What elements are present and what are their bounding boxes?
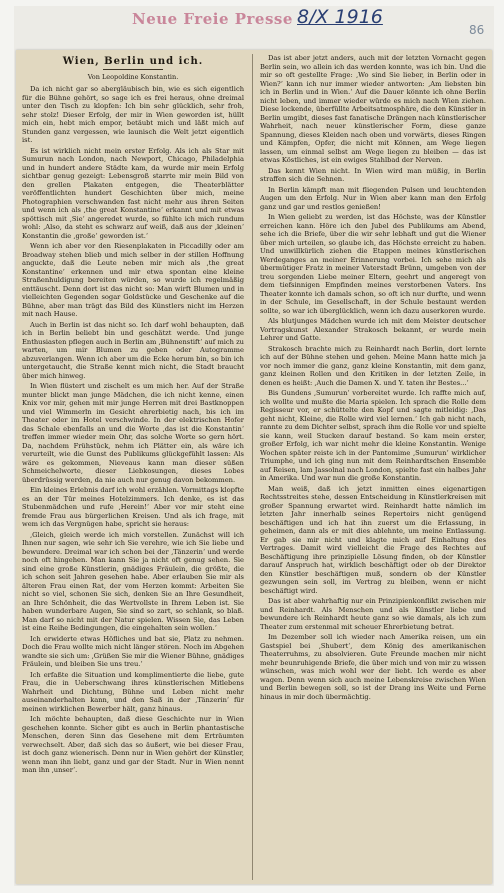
article-paragraph: Man weiß, daß ich jetzt inmitten eines eigenartigen Rechtsstreites stehe, dessen Entscheidung in Künstlerkreisen mit großer Spannung erwartet wird. Reinhardt hatte nämlich im letzten Jahr innerhalb seines Repertoirs nicht genügend beschäftigen und ich hat ihn zuerst um die Erlassung, in geheimen, dann als er mit dies ablehnte, um meine Entlassung. Er gab sie mir nicht und klagte mich auf Einhaltung des Vertrages. Damit wird vielleicht die Frage des Rechtes auf Beschäftigung ihre prinzipielle Lösung finden, ob der Künstler darauf Anspruch hat, wirklich beschäftigt oder ob der Direktor den Künstler beschäftigen muß, sondern ob der Künstler gezwungen sein soll, im Vertrag zu bleiben, wenn er nicht beschäftigt wird. [260,484,486,595]
handwritten-page-number: 86 [469,23,485,37]
article-paragraph: Ich möchte behaupten, daß diese Geschichte nur in Wien geschehen konnte. Sicher gibt es auch in Berlin phantastische Menschen, deren Sinn das Gesehene mit dem Erträumten verwechselt. Aber, daß sich das so äußert, wie bei dieser Frau, ist doch ganz wienerisch. Denn nur in Wien gehört der Künstler, wenn man ihn liebt, ganz und gar der Stadt. Nur in Wien nennt man ihn ‚unser‘. [22,715,244,774]
newspaper-clipping [16,50,492,884]
article-paragraph: Ein kleines Erlebnis darf ich wohl erzählen. Vormittags klopfte es an der Tür meines Hotelzimmers. Ich denke, es ist das Stubenmädchen und rufe ‚Herein!‘ Aber vor mir steht eine fremde Frau aus bürgerlichen Kreisen. Und als ich frage, mit wem ich das Vergnügen habe, spricht sie heraus: [22,486,244,528]
article-paragraph: Ich erwiderte etwas Höfliches und bat sie, Platz zu nehmen. Doch die Frau wollte mich nicht länger stören. Noch im Abgehen wandte sie sich um: ‚Grüßen Sie mir die Wiener Bühne, gnädiges Fräulein, und bleiben Sie uns treu.‘ [22,634,244,668]
column-divider [252,54,253,880]
article-paragraph: Auch in Berlin ist das nicht so. Ich darf wohl behaupten, daß ich in Berlin beliebt bin und geschätzt werde. Und junge Enthusiasten pflegen auch in Berlin am ‚Bühnenstift‘ auf mich zu warten, um mir Blumen zu geben oder Autogramme abzuverlangen. Wenn ich aber um die Ecke herum bin, so bin ich untergetaucht, die Straße kennt mich nicht, die Stadt braucht über mich hinweg. [22,320,244,380]
left-column [22,54,244,880]
article-paragraph: Es ist wirklich nicht mein erster Erfolg. Als ich als Star mit Sumurun nach London, nach Newport, Chicago, Philadelphia und in hundert andere Städte kam, da wurde mir mein Erfolg sichtbar genug gezeigt: Lebensgroß starrte mir mein Bild von den grellen Plakaten entgegen, die Theaterblätter veröffentlichten hundert Geschichten über mich, meine Photographien verschwanden fast nicht mehr aus ihren Seiten und wenn ich als ‚the great Konstantine‘ erkannt und mit etwas spöttisch mit ‚Sie‘ angeredet wurde, so fühlte ich mich rundum wohl: ‚Also, da steht es schwarz auf weiß, daß aus der ‚kleinen‘ Konstantin die ‚große‘ geworden ist.‘ [22,146,244,240]
article-author: Von Leopoldine Konstantin. [87,72,179,81]
right-paragraphs [260,54,486,701]
handwritten-date: 8/X 1916 [297,6,383,28]
article-paragraph: Das ist aber wahrhaftig nur ein Prinzipienkonflikt zwischen mir und Reinhardt. Als Menschen und als Künstler liebe und bewundere ich Reinhardt heute ganz so wie damals, als ich zum Theater zum erstenmal mit scheuer Ehrerbietung betrat. [260,597,486,631]
article-paragraph: Wenn ich aber vor den Riesenplakaten in Piccadilly oder am Broadway stehen blieb und mich selber in der stillen Hoffnung anguckte, daß die Leute neben mir mich als ‚the great Konstantine‘ erkennen und mir etwa spontan eine kleine Straßenhuldigung bereiten würden, so wurde ich regelmäßig enttäuscht. Denn dort ist das nicht so: Man wirft Blumen und in vielleichten Gegenden sogar Goldstücke und Geschenke auf die Bühne, aber man trägt das Bild des Künstlers nicht im Herzen mit nach Hause. [22,242,244,318]
article-paragraph: Das ist aber jetzt anders, auch mit der letzten Vornacht gegen Berlin sein, wo allein ich das werden konnte, was ich bin. Und die mir so oft gestellte Frage: ‚Wo sind Sie lieber, in Berlin oder in Wien?‘ kann ich nur immer wieder antworten: ‚Am liebsten bin ich in Berlin und in Wien.‘ Auf die Dauer könnte ich ohne Berlin nicht leben, und immer wieder würde es mich nach Wien ziehen. Diese lockende, überfüllte Arbeitsatmosphäre, die den Künstler in Berlin umgibt, dieses fast fanatische Drängen nach künstlerischer Wahrheit, nach neuer künstlerischer Form, diese ganze Spannung, dieses Kleiden nach oben und vorwärts, dieses Ringen und Kämpfen, Opfer, die nicht mit Können, am Wege liegen lassen, um einmal selbst am Wege liegen zu bleiben — das ist etwas Köstliches, ist ein ewiges Stahlbad der Nerven. [260,54,486,164]
newspaper-stamp: Neue Freie Presse [132,10,293,28]
article-paragraph: Strakosch brachte mich zu Reinhardt nach Berlin, dort lernte ich auf der Bühne stehen und gehen. Meine Mann hatte mich ja vor noch immer die ganz, ganz kleine Konstantin, mit dem ganz, ganz kleinen Rollen und den Kritiken in der letzten Zeile, in denen es heißt: ‚Auch die Damen X. und Y. taten ihr Bestes...‘ [260,344,486,387]
left-paragraphs [22,85,244,775]
clipping-header [14,6,494,52]
article-title: Wien, Berlin und ich. [62,56,204,67]
article-paragraph: In Wien flüstert und zischelt es um mich her. Auf der Straße munter blickt man junge Mädchen, die ich nicht kenne, einen Knix vor mir, gehen mit mir junge Herren mit drei Bastknoppen und viel Wimmerln im Gesicht ehrerbietig nach, bis ich im Theater oder im Hotel verschwinde. In der elektrischen Hofer das Schale ebenfalls an und die Worte ‚das ist die Konstantin‘ treffen immer wieder mein Ohr, das solche Worte so gern hört. Da, nachdem Frühstück, nehm ich Plätter ein, als wäre ich verurteilt, wie die Gunst des Publikums glückgefühlt lassen: Als wäre es gekommen, Nieveaus kann man dieser süßen Schmeichelworte, dieser Liebkosungen, dieses Lobes überdrüssig werden, da nie auch nur genug davon bekommen. [22,382,244,484]
article-paragraph: Als blutjunges Mädchen wurde ich mit dem Meister deutscher Vortragskunst Alexander Strakosch bekannt, er wurde mein Lehrer und Gatte. [260,317,486,342]
article-paragraph: In Wien geliebt zu werden, ist das Höchste, was der Künstler erreichen kann. Höre ich den Jubel des Publikums am Abend, sehe ich die Briefe, über die wir sehr lebhaft und gut die Wiener über mich urteilen, so glaube ich, das Höchste erreicht zu haben. Und unwillkürlich ziehen die Etappen meines künstlerischen Werdeganges an meiner Erinnerung vorbei. Ich sehe mich als übermütiger Fratz in meiner Vaterstadt Brünn, umgeben von der treu sorgenden Liebe meiner Eltern, geehrt und angeregt von dem tiefsinnigen Empfinden meines verstorbenen Vaters. Ins Theater konnte ich damals schon, so oft ich nur durfte, und wenn in der Schule, im Gesellschaft, in der Schule bestaunt werden sollte, so war ich überglücklich, wenn ich dazu auserkoren wurde. [260,213,486,315]
article-paragraph: Im Dezember soll ich wieder nach Amerika reisen, um ein Gastspiel bei ‚Shubert‘, dem König des amerikanischen Theaterruhms, zu absolvieren. Gute Freunde machen mir nicht mehr beunruhigende Briefe, die über mich und von mir zu wissen wünschen, was mich wohl wer der liebt. Ich werde es aber wagen. Denn wenn sich auch meine Lebenskreise zwischen Wien und Berlin bewegen soll, so ist der Drang ins Weite und Ferne hinaus in mir doch übermächtig. [260,633,486,701]
right-column [260,54,486,880]
article-paragraph: Das kennt Wien nicht. In Wien wird man müßig, in Berlin straffen sich die Sehnen. [260,166,486,183]
article-paragraph: Da ich nicht gar so abergläubisch bin, wie es sich eigentlich für die Bühne gehört, so sage ich es frei heraus, ohne dreimal unter den Tisch zu klopfen: Ich bin sehr glücklich, sehr froh, sehr stolz! Dieser Erfolg, der mir in Wien geworden ist, hüllt mich ein, hebt mich empor, betäubt mich und läßt mich auf Stunden ganz vergessen, wie launisch die Welt jetzt eigentlich ist. [22,85,244,144]
article-paragraph: ‚Gleich, gleich werde ich mich vorstellen. Zunächst will ich Ihnen nur sagen, wie sehr ich Sie verehre, wie ich Sie liebe und bewundere. Dreimal war ich schon bei der ‚Tänzerin‘ und werde noch oft hingehen. Man kann Sie ja nicht oft genug sehen. Sie sind eine große Künstlerin, gnädiges Fräulein, die größte, die ich schon seit Jahren gesehen habe. Aber erlauben Sie mir als älteren Frau einen Rat, der vom Herzen kommt: Arbeiten Sie nicht so viel, schonen Sie sich, denken Sie an Ihre Gesundheit, an Ihre Schönheit, die das Wertvollste in Ihrem Leben ist. Sie haben wunderbare Augen, Sie sind so zart, so schlank, so blaß. Man darf so nicht mit der Natur spielen. Wissen Sie, das Leben ist eine Reihe Bedingungen, die eingehalten sein wollen.‘ [22,530,244,632]
article-paragraph: Bis Gundens ‚Sumurun‘ vorbereitet wurde. Ich raffte mich auf, ich wollte und mußte die Maria spielen. Ich sprach die Rolle dem Regisseur vor, er schüttelte den Kopf und sagte mitleidig: ‚Das geht nicht, Kleine, die Rolle wird viel lernen.‘ Ich gab nicht nach, rannte zu dem Dichter selbst, sprach ihm die Rolle vor und spielte sie kann, weil Stucken darauf bestand. So kam mein erster, großer Erfolg, ich war nicht mehr die kleine Konstantin. Wenige Wochen später reiste ich in der Pantomime ‚Sumurun‘ wirklicher Triumphe, und ich ging nun mit dem Reinhardtschen Ensemble auf Reisen, lam Jassolnal nach London, spielte fast ein halbes Jahr in Amerika. Und war nun die große Konstantin. [260,389,486,482]
article-paragraph: In Berlin kämpft man mit fliegenden Pulsen und leuchtenden Augen um den Erfolg. Nur in Wien aber kann man den Erfolg ganz und gar und restlos genießen! [260,185,486,211]
article-paragraph: Ich erfaßte die Situation und komplimentierte die liebe, gute Frau, die in Ueberschwang ihres künstlerischen Mitlebens Wahrheit und Dichtung, Bühne und Leben nicht mehr auseinanderhalten kann, und den Saß in der ‚Tänzerin‘ für meinen wirklichen Bewerber hält, ganz hinaus. [22,670,244,713]
title-rule [103,69,163,70]
archive-sheet [14,6,494,886]
